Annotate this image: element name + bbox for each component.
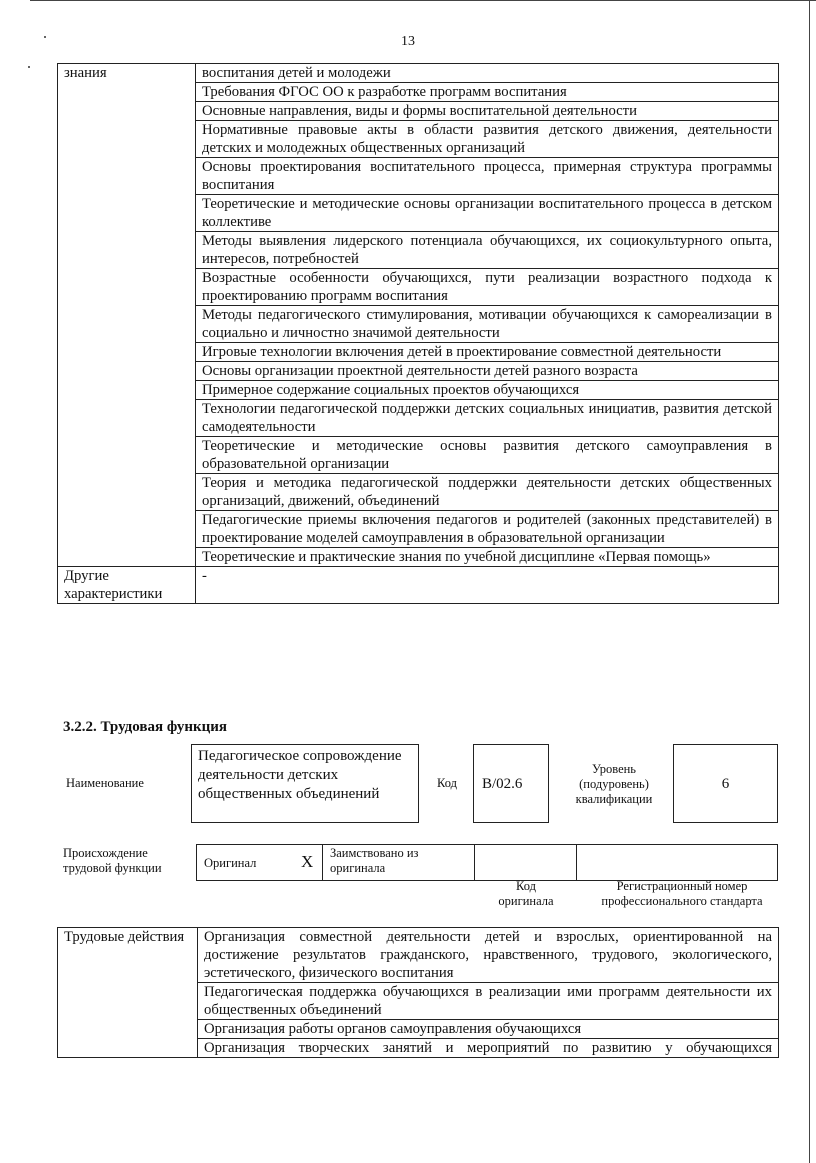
function-name: Педагогическое сопровождение деятельности детских общественных объединений <box>198 748 402 802</box>
knowledge-item: Основные направления, виды и формы воспитательной деятельности <box>196 102 779 121</box>
origin-label: Происхождение трудовой функции <box>63 846 162 875</box>
level-label: Уровень (подуровень) квалификации <box>575 762 653 806</box>
knowledge-item: Основы проектирования воспитательного процесса, примерная структура программы воспитания <box>196 158 779 195</box>
name-label: Наименование <box>66 776 144 790</box>
scan-top-edge <box>30 0 816 5</box>
reg-number-caption: Регистрационный номер профессионального стандарта <box>601 879 763 908</box>
other-label-cell <box>58 567 196 604</box>
knowledge-item: Требования ФГОС ОО к разработке программ воспитания <box>196 83 779 102</box>
actions-label: Трудовые действия <box>64 929 185 945</box>
original-code-caption: Код оригинала <box>498 879 554 908</box>
action-item: Организация совместной деятельности детей и взрослых, ориентированной на достижение результатов гражданского, нравственного, трудового, экологического, эстетического, физического воспитания <box>198 928 779 983</box>
table-row <box>58 928 779 983</box>
knowledge-label-cell <box>58 64 196 567</box>
action-item: Организация работы органов самоуправления обучающихся <box>198 1020 779 1039</box>
table-row <box>58 567 779 604</box>
table-row <box>58 64 779 83</box>
name-box <box>191 744 419 823</box>
knowledge-item: Педагогические приемы включения педагогов и родителей (законных представителей) в проектирование моделей самоуправления в образовательной организации <box>196 511 779 548</box>
knowledge-item: Возрастные особенности обучающихся, пути реализации возрастного подхода к проектированию программ воспитания <box>196 269 779 306</box>
knowledge-item: воспитания детей и молодежи <box>196 64 779 83</box>
level-box <box>673 744 778 823</box>
knowledge-item: Методы педагогического стимулирования, мотивации обучающихся к самореализации в социально и личностно значимой деятельности <box>196 306 779 343</box>
section-title: 3.2.2. Трудовая функция <box>63 719 228 735</box>
code-value: В/02.6 <box>482 776 523 792</box>
knowledge-item: Игровые технологии включения детей в проектирование совместной деятельности <box>196 343 779 362</box>
original-code-box <box>474 844 577 881</box>
scan-right-edge <box>809 0 810 1163</box>
page-number: 13 <box>401 34 415 49</box>
knowledge-item: Теоретические и практические знания по учебной дисциплине «Первая помощь» <box>196 548 779 567</box>
reg-number-box <box>576 844 778 881</box>
code-label: Код <box>437 776 457 790</box>
knowledge-item: Методы выявления лидерского потенциала обучающихся, их социокультурного опыта, интересов, потребностей <box>196 232 779 269</box>
action-item: Педагогическая поддержка обучающихся в реализации ими программ деятельности их общественных объединений <box>198 983 779 1020</box>
other-characteristics-value: - <box>196 567 779 604</box>
knowledge-item: Основы организации проектной деятельности детей разного возраста <box>196 362 779 381</box>
actions-label-cell <box>58 928 198 1058</box>
original-box <box>196 844 323 881</box>
original-label: Оригинал <box>204 856 257 870</box>
knowledge-label: знания <box>64 65 107 81</box>
knowledge-item: Теоретические и методические основы развития детского самоуправления в образовательной организации <box>196 437 779 474</box>
knowledge-item: Примерное содержание социальных проектов обучающихся <box>196 381 779 400</box>
other-characteristics-label: Другие характеристики <box>64 568 163 602</box>
code-box <box>473 744 549 823</box>
knowledge-table <box>57 63 779 604</box>
knowledge-item: Теоретические и методические основы организации воспитательного процесса в детском коллективе <box>196 195 779 232</box>
borrowed-box <box>322 844 475 881</box>
original-mark: X <box>301 852 314 871</box>
scan-speck <box>28 66 30 68</box>
knowledge-item: Технологии педагогической поддержки детских социальных инициатив, развития детской самодеятельности <box>196 400 779 437</box>
action-item: Организация творческих занятий и мероприятий по развитию у обучающихся <box>198 1039 779 1058</box>
knowledge-item: Нормативные правовые акты в области развития детского движения, деятельности детских и молодежных общественных организаций <box>196 121 779 158</box>
actions-table <box>57 927 779 1058</box>
borrowed-label: Заимствовано из оригинала <box>330 846 419 875</box>
knowledge-item: Теория и методика педагогической поддержки деятельности детских общественных организаций, движений, объединений <box>196 474 779 511</box>
level-value: 6 <box>721 776 730 792</box>
